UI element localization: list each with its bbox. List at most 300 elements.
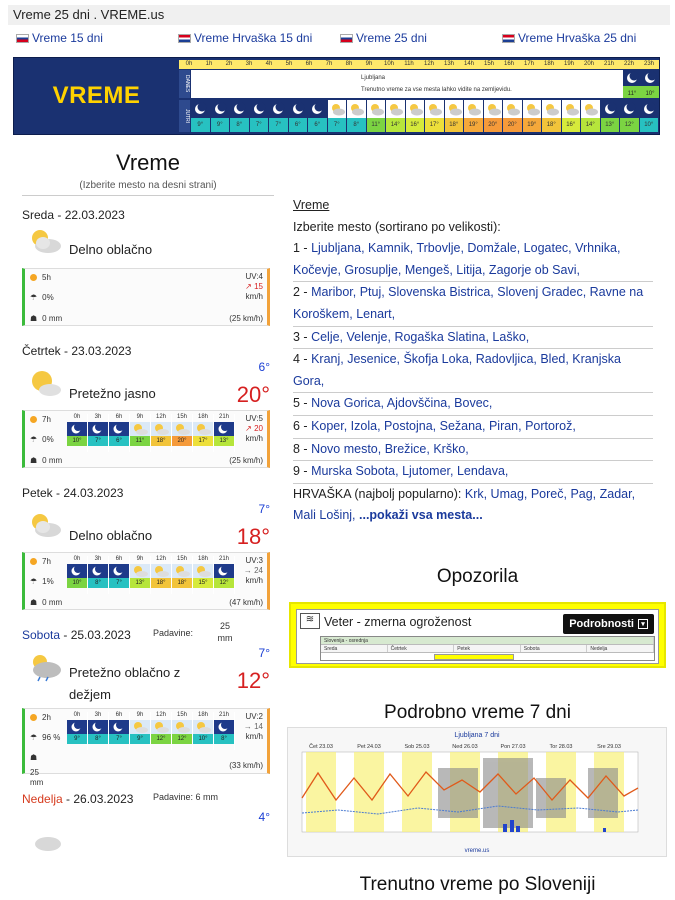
city-links[interactable]: Nova Gorica, Ajdovščina, Bovec,	[311, 396, 493, 411]
sun-cloud-icon	[193, 720, 213, 734]
hour-cell	[367, 100, 387, 132]
hour-temperature: 18°	[151, 436, 171, 446]
hour-cell	[193, 712, 214, 750]
hour-temperature: 6°	[308, 118, 327, 132]
umbrella-icon: ☂	[30, 435, 38, 444]
nav-link-hrvaska-15[interactable]	[178, 31, 312, 45]
min-temperature: 7°	[258, 646, 270, 660]
hour-cell	[503, 100, 523, 132]
sun-hours: 7h	[42, 415, 51, 424]
wind-unit: km/h	[245, 732, 263, 741]
umbrella-icon: ☂	[30, 293, 38, 302]
hour-cell	[214, 556, 235, 594]
rain-gauge-icon: ☗	[30, 456, 38, 465]
group-number: 1 -	[293, 241, 312, 256]
nav-link-label: Vreme 25 dni	[356, 31, 427, 45]
hour-cell	[445, 100, 465, 132]
partly-cloudy-icon	[347, 100, 366, 118]
hour-cell	[542, 100, 562, 132]
hour-cell	[130, 556, 151, 594]
hour-cell	[464, 100, 484, 132]
night-temp: 11°	[627, 91, 637, 97]
weather-description: Delno oblačno	[69, 528, 153, 543]
moon-icon	[109, 720, 129, 734]
details-button[interactable]	[563, 614, 654, 634]
meteogram-day-label: Čet 23.03	[309, 744, 333, 750]
group-number: 3 -	[293, 329, 312, 344]
day-summary	[22, 222, 274, 268]
nav-link-hrvaska-25[interactable]	[502, 31, 636, 45]
hour-label: 14h	[463, 61, 474, 67]
hour-label: 8h	[345, 61, 353, 67]
sun-cloud-icon	[172, 564, 192, 578]
sun-hours: 7h	[42, 557, 51, 566]
banner-tomorrow-row	[191, 100, 659, 132]
weekday: Četrtek	[22, 344, 61, 358]
meteogram-title: Ljubljana 7 dni	[454, 732, 500, 739]
hour-cell	[250, 100, 270, 132]
hour-cell	[67, 712, 88, 750]
hour-label: 3h	[94, 712, 102, 718]
day-details-panel	[22, 410, 270, 468]
warning-title: Veter - zmerna ogroženost	[324, 615, 472, 629]
forecast-7-days-title: Podrobno vreme 7 dni	[384, 702, 571, 723]
meteogram-day-label: Ned 26.03	[452, 744, 478, 750]
nav-link-vreme-25[interactable]	[340, 31, 427, 45]
hourly-strip	[67, 556, 227, 594]
hour-temperature: 6°	[289, 118, 308, 132]
moon-icon	[620, 100, 639, 118]
rain-amount: 0 mm	[42, 598, 63, 607]
hour-cell	[191, 100, 211, 132]
warning-region: Slovenija - osrednja	[321, 637, 654, 644]
partly-cloudy-icon	[503, 100, 522, 118]
sun-cloud-icon	[130, 720, 150, 734]
hour-temperature: 13°	[130, 578, 150, 588]
group-number: 9 -	[293, 464, 312, 479]
tomorrow-side-label: JUTRI	[179, 100, 190, 132]
hour-cell	[484, 100, 504, 132]
wind-speed: → 14	[243, 722, 263, 731]
current-weather-title: Trenutno vreme po Sloveniji	[359, 874, 596, 895]
hour-label: 12h	[155, 556, 166, 562]
hour-label: 10h	[383, 61, 394, 67]
city-list-intro: Izberite mesto (sortirano po velikosti):	[293, 219, 501, 234]
wind-speed: → 24	[243, 566, 263, 575]
hour-cell	[214, 712, 235, 750]
hour-label: 22h	[623, 61, 634, 67]
hour-temperature: 18°	[151, 578, 171, 588]
hour-label: 18h	[197, 556, 208, 562]
max-temperature: 18°	[236, 524, 270, 549]
moon-icon	[67, 422, 87, 436]
weekday: Petek	[22, 486, 53, 500]
city-links[interactable]: Novo mesto, Brežice, Krško,	[311, 441, 469, 456]
hour-cell	[172, 414, 193, 452]
meteogram-day-label: Pon 27.03	[500, 744, 526, 750]
today-night-icons	[623, 70, 659, 98]
warning-day: Sobota	[521, 645, 588, 652]
sun-icon	[30, 274, 37, 281]
moon-icon	[250, 100, 269, 118]
hour-label: 7h	[325, 61, 333, 67]
meteogram-day-label: Sre 29.03	[597, 744, 621, 750]
hour-temperature: 8°	[347, 118, 366, 132]
nav-link-vreme-15[interactable]	[16, 31, 103, 45]
hour-cell	[88, 712, 109, 750]
hour-label: 2h	[225, 61, 233, 67]
day-card[interactable]	[22, 344, 274, 468]
day-card[interactable]	[22, 792, 274, 846]
left-title: Vreme	[116, 150, 180, 175]
weekday: Nedelja	[22, 792, 63, 806]
sun-hours: 2h	[42, 713, 51, 722]
hour-label: 11h	[404, 61, 414, 67]
hour-cell	[172, 712, 193, 750]
wind-gust: (25 km/h)	[229, 456, 263, 465]
hour-label: 18h	[197, 712, 208, 718]
hour-label: 5h	[285, 61, 293, 67]
umbrella-icon: ☂	[30, 577, 38, 586]
hour-cell	[269, 100, 289, 132]
wind-speed: ↗ 20	[245, 424, 263, 433]
hour-label: 19h	[563, 61, 574, 67]
hour-label: 3h	[94, 556, 102, 562]
uv-index: UV:4	[245, 272, 263, 281]
warnings-title: Opozorila	[436, 566, 519, 587]
hour-cell	[211, 100, 231, 132]
day-card[interactable]	[22, 621, 274, 787]
min-temperature: 7°	[258, 502, 270, 516]
hour-label: 0h	[73, 712, 81, 718]
meteogram-day-label: Tor 28.03	[549, 744, 573, 750]
hour-label: 15h	[176, 414, 187, 420]
date: - 23.03.2023	[60, 344, 132, 358]
weekday: Sreda	[22, 208, 55, 222]
partly-cloudy-icon	[367, 100, 386, 118]
hour-temperature: 12°	[172, 734, 192, 744]
hour-label: 9h	[136, 712, 144, 718]
day-summary	[22, 806, 274, 846]
group-number: 8 -	[293, 441, 312, 456]
left-subtitle: (Izberite mesto na desni strani)	[22, 180, 274, 196]
day-summary	[22, 500, 274, 552]
city-group	[293, 349, 653, 393]
hour-label: 18h	[543, 61, 554, 67]
hour-cell	[523, 100, 543, 132]
moon-icon	[109, 422, 129, 436]
today-side-label: DANES	[179, 70, 190, 98]
croatia-city-links[interactable]: Krk, Umag, Poreč, Pag, Zadar, Mali Lošinj,	[293, 486, 636, 523]
hourly-strip	[67, 712, 227, 750]
night-temp: 10°	[645, 91, 655, 97]
hour-cell	[581, 100, 601, 132]
nav-link-label: Vreme Hrvaška 25 dni	[518, 31, 637, 45]
hour-label: 6h	[115, 712, 123, 718]
hour-label: 21h	[218, 712, 229, 718]
rain-probability: 1%	[42, 577, 54, 586]
city-links[interactable]: Kranj, Jesenice, Škofja Loka, Radovljica, Bled, Kranjska Gora,	[293, 352, 621, 388]
moon-icon	[88, 720, 108, 734]
warning-table	[320, 636, 655, 661]
partly-cloudy-icon	[328, 100, 347, 118]
city-links[interactable]: Maribor, Ptuj, Slovenska Bistrica, Slovenj Gradec, Ravne na Koroškem, Lenart,	[293, 285, 644, 321]
city-links[interactable]: Koper, Izola, Postojna, Sežana, Piran, Portorož,	[311, 418, 576, 433]
hour-label: 4h	[265, 61, 273, 67]
uv-wind	[245, 272, 263, 302]
uv-wind	[244, 712, 263, 742]
city-group	[293, 282, 653, 326]
city-links[interactable]: Celje, Velenje, Rogaška Slatina, Laško,	[311, 329, 530, 344]
rain-label: Padavine:	[153, 628, 194, 638]
hour-cell	[289, 100, 309, 132]
hour-label: 15h	[176, 712, 187, 718]
hour-cell	[562, 100, 582, 132]
vreme-logo[interactable]	[14, 58, 179, 134]
uv-index: UV:2	[245, 712, 263, 721]
partly-cloudy-icon	[464, 100, 483, 118]
city-links[interactable]: Ljubljana, Kamnik, Trbovlje, Domžale, Logatec, Vrhnika, Kočevje, Grosuplje, Mengeš, Litija, Zagorje ob Savi,	[293, 241, 621, 277]
wind-unit: km/h	[245, 576, 263, 585]
hour-cell	[425, 100, 445, 132]
city-group	[293, 393, 653, 416]
hour-cell	[308, 100, 328, 132]
hour-cell	[640, 100, 660, 132]
hour-cell	[130, 712, 151, 750]
weekday: Sobota	[22, 628, 61, 642]
moon-icon	[289, 100, 308, 118]
hour-cell	[130, 414, 151, 452]
rain-total: 25 mm	[217, 621, 233, 643]
uv-index: UV:3	[245, 556, 263, 565]
hour-cell	[620, 100, 640, 132]
sun-cloud-icon	[193, 564, 213, 578]
vreme-heading-link[interactable]: Vreme	[293, 198, 330, 212]
hour-temperature: 20°	[503, 118, 522, 132]
date: - 22.03.2023	[54, 208, 125, 222]
hour-temperature: 19°	[464, 118, 483, 132]
date: - 24.03.2023	[52, 486, 124, 500]
hour-temperature: 14°	[581, 118, 600, 132]
hour-cell	[67, 414, 88, 452]
hour-cell	[88, 556, 109, 594]
hour-temperature: 10°	[67, 578, 87, 588]
hour-label: 23h	[643, 61, 654, 67]
rain-gauge-icon: ☗	[30, 598, 38, 607]
warning-region-row	[321, 637, 654, 645]
wind-unit: km/h	[245, 292, 263, 301]
hour-temperature: 15°	[193, 578, 213, 588]
hour-temperature: 16°	[406, 118, 425, 132]
moon-icon	[269, 100, 288, 118]
hour-cell	[151, 414, 172, 452]
hour-cell	[406, 100, 426, 132]
rain-amount: 25 mm	[30, 768, 44, 787]
partly-cloudy-icon	[445, 100, 464, 118]
hour-label: 9h	[365, 61, 373, 67]
uv-wind	[244, 556, 263, 586]
hour-temperature: 20°	[172, 436, 192, 446]
hour-cell	[67, 556, 88, 594]
hour-label: 6h	[305, 61, 313, 67]
hour-temperature: 11°	[130, 436, 150, 446]
hour-temperature: 9°	[211, 118, 230, 132]
moon-icon	[214, 720, 234, 734]
hour-temperature: 17°	[193, 436, 213, 446]
hour-cell	[328, 100, 348, 132]
partly-cloudy-icon	[484, 100, 503, 118]
sun-cloud-icon	[172, 720, 192, 734]
hour-label: 6h	[115, 556, 123, 562]
partly-cloudy-icon	[523, 100, 542, 118]
hour-temperature: 12°	[620, 118, 639, 132]
meteogram-chart	[288, 728, 666, 856]
hour-temperature: 7°	[109, 578, 129, 588]
day-summary	[22, 642, 274, 708]
vreme-banner[interactable]	[13, 57, 660, 135]
date: - 25.03.2023	[60, 628, 131, 642]
meteogram-day-label: Pet 24.03	[357, 744, 381, 750]
partly-cloudy-icon	[542, 100, 561, 118]
hour-temperature: 17°	[425, 118, 444, 132]
hour-label: 15h	[483, 61, 494, 67]
hour-label: 21h	[218, 414, 229, 420]
hour-cell	[193, 556, 214, 594]
hour-label: 0h	[73, 556, 81, 562]
sun-cloud-icon	[151, 422, 171, 436]
wind-speed: ↗ 15	[245, 282, 263, 291]
hour-label: 6h	[115, 414, 123, 420]
hour-temperature: 20°	[484, 118, 503, 132]
hour-temperature: 11°	[367, 118, 386, 132]
nav-link-label: Vreme Hrvaška 15 dni	[194, 31, 313, 45]
hour-temperature: 7°	[269, 118, 288, 132]
sun-icon	[30, 714, 37, 721]
hour-cell	[386, 100, 406, 132]
hour-temperature: 16°	[562, 118, 581, 132]
today-city: Ljubljana	[361, 75, 386, 81]
hour-cell	[601, 100, 621, 132]
hour-temperature: 10°	[67, 436, 87, 446]
rain-probability: 0%	[42, 435, 54, 444]
group-number: 4 -	[293, 352, 312, 367]
nav-links	[0, 31, 675, 51]
max-temperature: 20°	[236, 382, 270, 407]
hour-temperature: 10°	[640, 118, 659, 132]
page-title: Vreme 25 dni . VREME.us	[13, 7, 165, 22]
hour-cell	[151, 556, 172, 594]
warning-day: Sreda	[321, 645, 388, 652]
day-summary	[22, 358, 274, 410]
chevron-down-icon: ▾	[638, 619, 648, 629]
hour-temperature: 18°	[445, 118, 464, 132]
banner-hours-row	[179, 60, 659, 69]
sun-cloud-icon	[130, 564, 150, 578]
hour-temperature: 14°	[386, 118, 405, 132]
city-links[interactable]: Murska Sobota, Ljutomer, Lendava,	[311, 464, 509, 479]
partly-cloudy-icon	[581, 100, 600, 118]
partly-cloudy-icon	[26, 510, 64, 540]
moon-icon	[640, 100, 659, 118]
mostly-sunny-icon	[26, 368, 64, 398]
hour-temperature: 7°	[88, 436, 108, 446]
uv-wind	[245, 414, 263, 444]
group-number: 5 -	[293, 396, 312, 411]
hour-label: 21h	[218, 556, 229, 562]
day-card[interactable]	[22, 486, 274, 610]
hourly-strip	[67, 414, 227, 452]
hour-label: 12h	[155, 712, 166, 718]
hour-cell	[109, 414, 130, 452]
hour-temperature: 7°	[109, 734, 129, 744]
city-group	[293, 416, 653, 439]
day-date	[22, 486, 274, 500]
rain-probability: 96 %	[42, 733, 61, 742]
hour-label: 20h	[583, 61, 594, 67]
hour-temperature: 9°	[67, 734, 87, 744]
day-date	[22, 628, 274, 642]
sun-icon	[30, 416, 37, 423]
hour-temperature: 18°	[542, 118, 561, 132]
moon-icon	[88, 422, 108, 436]
hour-temperature: 12°	[214, 578, 234, 588]
wind-gust: (25 km/h)	[229, 314, 263, 323]
hour-temperature: 8°	[88, 578, 108, 588]
hour-label: 17h	[523, 61, 534, 67]
hour-label: 0h	[73, 414, 81, 420]
hour-temperature: 10°	[193, 734, 213, 744]
hour-temperature: 13°	[214, 436, 234, 446]
moon-icon	[67, 564, 87, 578]
hour-label: 9h	[136, 556, 144, 562]
hour-cell	[193, 414, 214, 452]
min-temperature: 6°	[258, 360, 270, 374]
hour-label: 1h	[205, 61, 213, 67]
moon-icon	[67, 720, 87, 734]
warning-day: Nedelja	[587, 645, 654, 652]
hour-label: 0h	[185, 61, 193, 67]
sun-icon	[30, 558, 37, 565]
sun-cloud-icon	[193, 422, 213, 436]
hour-temperature: 12°	[151, 734, 171, 744]
croatia-flag-icon	[502, 34, 515, 43]
day-details-panel	[22, 708, 270, 787]
slovenia-flag-icon	[340, 34, 353, 43]
date: - 26.03.2023	[62, 792, 134, 806]
logo-text: VREME	[52, 82, 141, 109]
moon-icon	[88, 564, 108, 578]
rain-gauge-icon: ☗	[30, 753, 38, 762]
uv-index: UV:5	[245, 414, 263, 423]
warning-box[interactable]	[289, 602, 666, 668]
partly-cloudy-icon	[425, 100, 444, 118]
partly-cloudy-icon	[562, 100, 581, 118]
city-group	[293, 461, 653, 484]
weather-description: Delno oblačno	[69, 242, 153, 257]
sun-cloud-icon	[151, 564, 171, 578]
day-card[interactable]	[22, 208, 274, 326]
moon-icon	[214, 564, 234, 578]
meteogram-7-days[interactable]	[287, 727, 667, 857]
nav-link-label: Vreme 15 dni	[32, 31, 103, 45]
rain-label: Padavine: 6 mm	[153, 792, 219, 802]
city-group	[293, 439, 653, 462]
hour-label: 9h	[136, 414, 144, 420]
show-all-cities-link[interactable]: ...pokaži vsa mesta...	[355, 508, 483, 523]
hour-temperature: 8°	[88, 734, 108, 744]
hour-label: 12h	[155, 414, 166, 420]
weather-description: Pretežno oblačno z dežjem	[69, 665, 181, 702]
